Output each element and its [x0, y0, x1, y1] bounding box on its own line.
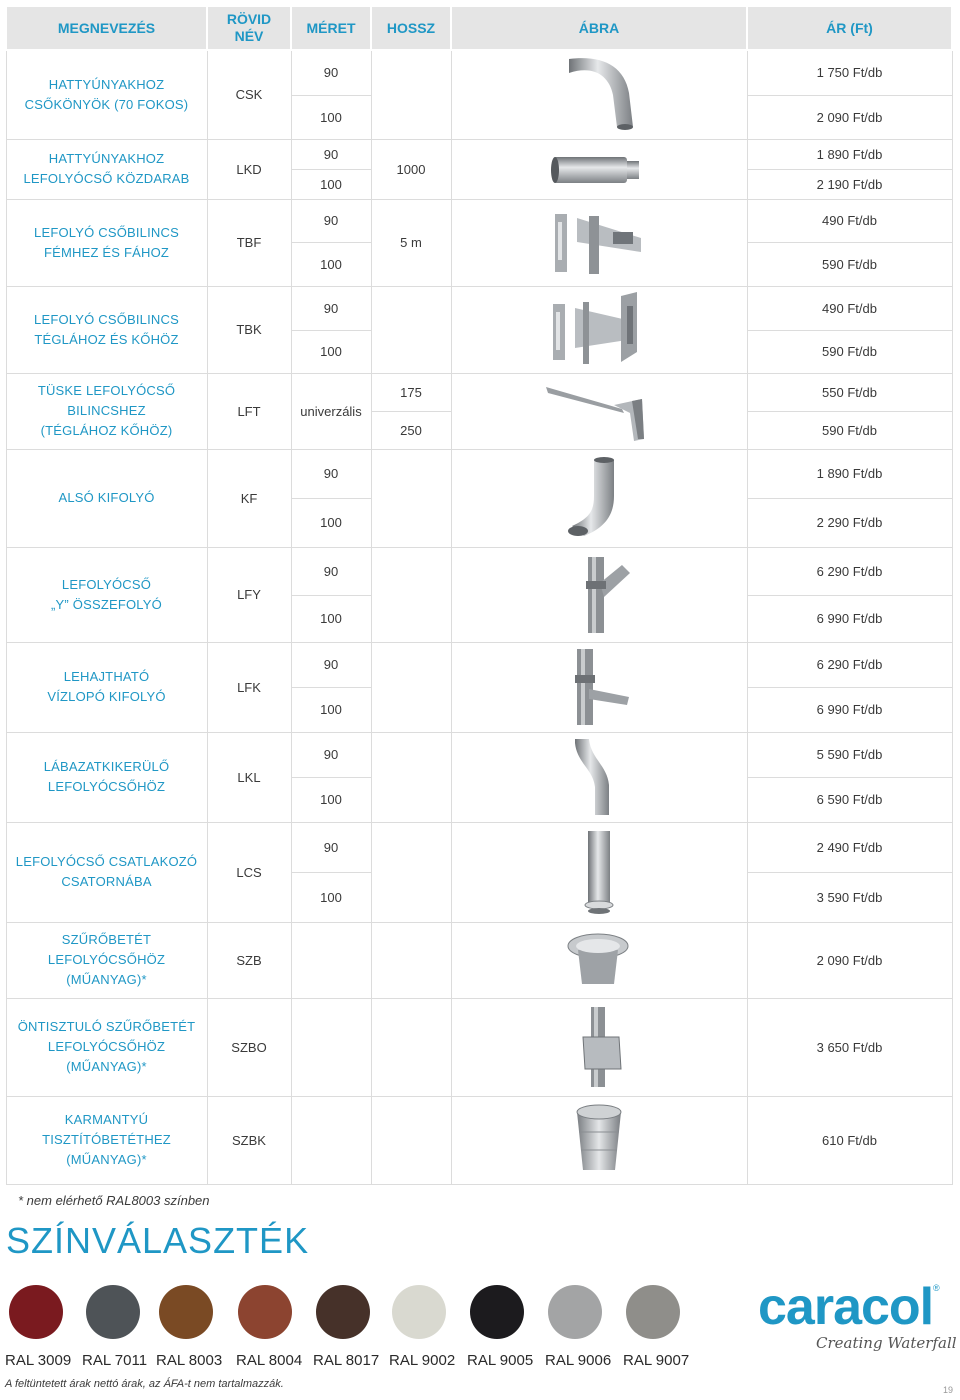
- figure-cell: [451, 998, 747, 1096]
- product-name: [6, 547, 207, 642]
- table-row: [6, 732, 952, 777]
- product-name-line: SZŰRŐBETÉT: [61, 932, 152, 947]
- connector-icon: [574, 827, 624, 917]
- short-name: SZB: [207, 922, 291, 998]
- size-cell: [291, 1096, 371, 1184]
- table-row: [6, 998, 952, 1096]
- price-cell: 6 290 Ft/db: [747, 642, 952, 687]
- rain-diverter-icon: [559, 645, 639, 729]
- table-row: [6, 373, 952, 411]
- size-cell: [291, 998, 371, 1096]
- color-swatch: [159, 1285, 213, 1339]
- product-name: [6, 922, 207, 998]
- color-label: RAL 9002: [389, 1352, 456, 1369]
- header-size: MÉRET: [291, 6, 371, 50]
- price-cell: 1 890 Ft/db: [747, 139, 952, 169]
- length-cell: 175: [371, 373, 451, 411]
- price-cell: 590 Ft/db: [747, 242, 952, 286]
- short-name: LCS: [207, 822, 291, 922]
- color-swatch: [86, 1285, 140, 1339]
- section-title: SZÍNVÁLASZTÉK: [6, 1220, 310, 1261]
- table-row: [6, 642, 952, 687]
- table-row: [6, 547, 952, 595]
- size-cell: 90: [291, 642, 371, 687]
- vat-note: A feltüntetett árak nettó árak, az ÁFA-t nem tartalmazzák.: [5, 1378, 284, 1390]
- figure-cell: [451, 286, 747, 373]
- table-row: [6, 50, 952, 95]
- short-name: TBK: [207, 286, 291, 373]
- table-row: [6, 199, 952, 242]
- size-cell: 90: [291, 732, 371, 777]
- product-name: [6, 642, 207, 732]
- figure-cell: [451, 449, 747, 547]
- product-name-line: LEFOLYÓCSŐHÖZ: [47, 779, 166, 794]
- product-name-line: LEFOLYÓ CSŐBILINCS: [34, 224, 179, 240]
- size-cell: 90: [291, 449, 371, 498]
- product-name: [6, 50, 207, 139]
- product-name-line: HATTYÚNYAKHOZ: [48, 76, 165, 92]
- product-name: [6, 822, 207, 922]
- length-cell: [371, 449, 451, 547]
- figure-cell: [451, 642, 747, 732]
- product-name-line: LEFOLYÓCSŐ: [61, 576, 152, 592]
- price-cell: 6 590 Ft/db: [747, 777, 952, 822]
- product-name-line: TISZTÍTÓBETÉTHEZ: [42, 1132, 171, 1147]
- price-cell: 1 750 Ft/db: [747, 50, 952, 95]
- product-name-line: CSATORNÁBA: [61, 874, 152, 889]
- product-name: [6, 1096, 207, 1184]
- product-name-line: LÁBAZATKIKERÜLŐ: [43, 759, 170, 774]
- price-cell: 3 590 Ft/db: [747, 872, 952, 922]
- elbow-icon: [559, 55, 639, 135]
- figure-cell: [451, 50, 747, 139]
- bracket-brick-icon: [549, 292, 649, 368]
- figure-cell: [451, 199, 747, 286]
- color-swatch: [9, 1285, 63, 1339]
- product-name-line: KARMANTYÚ: [64, 1112, 149, 1127]
- length-cell: [371, 922, 451, 998]
- price-cell: 2 090 Ft/db: [747, 922, 952, 998]
- color-swatch: [392, 1285, 446, 1339]
- header-price: ÁR (Ft): [747, 6, 952, 50]
- size-cell: 90: [291, 50, 371, 95]
- length-cell: [371, 822, 451, 922]
- product-name: [6, 139, 207, 199]
- logo-tagline: Creating Waterfall: [816, 1334, 957, 1352]
- offset-icon: [569, 735, 629, 819]
- short-name: LFY: [207, 547, 291, 642]
- color-swatch: [238, 1285, 292, 1339]
- color-swatch: [316, 1285, 370, 1339]
- product-name: [6, 449, 207, 547]
- table-row: [6, 286, 952, 330]
- color-label: RAL 3009: [5, 1352, 72, 1369]
- size-cell: 100: [291, 687, 371, 732]
- length-cell: [371, 732, 451, 822]
- price-cell: 2 490 Ft/db: [747, 822, 952, 872]
- filter-icon: [564, 928, 634, 992]
- product-name-line: TÜSKE LEFOLYÓCSŐ: [37, 383, 176, 398]
- size-cell: 90: [291, 139, 371, 169]
- product-name-line: FÉMHEZ ÉS FÁHOZ: [43, 244, 170, 260]
- product-name-line: HATTYÚNYAKHOZ: [48, 151, 165, 166]
- short-name: LFK: [207, 642, 291, 732]
- short-name: SZBO: [207, 998, 291, 1096]
- price-cell: 590 Ft/db: [747, 330, 952, 373]
- spike-icon: [544, 379, 654, 443]
- length-cell: 5 m: [371, 199, 451, 286]
- product-name-line: ÖNTISZTULÓ SZŰRŐBETÉT: [17, 1019, 196, 1034]
- length-cell: [371, 50, 451, 139]
- header-short-name: [207, 6, 291, 50]
- header-length: HOSSZ: [371, 6, 451, 50]
- self-cleaning-filter-icon: [569, 1003, 629, 1091]
- size-cell: [291, 922, 371, 998]
- length-cell: [371, 286, 451, 373]
- figure-cell: [451, 822, 747, 922]
- caracol-logo: caracol: [758, 1278, 934, 1336]
- price-cell: 590 Ft/db: [747, 411, 952, 449]
- short-name: LFT: [207, 373, 291, 449]
- color-swatch: [548, 1285, 602, 1339]
- page-number: 19: [943, 1385, 954, 1395]
- bracket-wood-icon: [549, 208, 649, 278]
- product-name-line: LEFOLYÓCSŐ KÖZDARAB: [23, 171, 190, 186]
- product-name-line: (MŰANYAG)*: [66, 972, 147, 987]
- figure-cell: [451, 139, 747, 199]
- product-name-line: (MŰANYAG)*: [66, 1152, 147, 1167]
- price-cell: 2 190 Ft/db: [747, 169, 952, 199]
- length-cell: 1000: [371, 139, 451, 199]
- price-cell: 5 590 Ft/db: [747, 732, 952, 777]
- price-cell: 1 890 Ft/db: [747, 449, 952, 498]
- product-name: [6, 998, 207, 1096]
- figure-cell: [451, 732, 747, 822]
- length-cell: [371, 547, 451, 642]
- price-table: [5, 5, 953, 1185]
- table-row: [6, 822, 952, 872]
- short-name: CSK: [207, 50, 291, 139]
- product-name: [6, 732, 207, 822]
- product-name-line: CSŐKÖNYÖK (70 FOKOS): [24, 96, 189, 112]
- short-name: SZBK: [207, 1096, 291, 1184]
- price-cell: 550 Ft/db: [747, 373, 952, 411]
- length-cell: [371, 1096, 451, 1184]
- color-label: RAL 9007: [623, 1352, 690, 1369]
- size-cell: 100: [291, 242, 371, 286]
- color-swatch: [470, 1285, 524, 1339]
- table-row: [6, 1096, 952, 1184]
- product-name-line: LEFOLYÓCSŐ CSATLAKOZÓ: [15, 854, 198, 869]
- price-cell: 2 290 Ft/db: [747, 498, 952, 547]
- short-name: LKL: [207, 732, 291, 822]
- size-cell: 90: [291, 286, 371, 330]
- price-cell: 490 Ft/db: [747, 199, 952, 242]
- product-name-line: „Y” ÖSSZEFOLYÓ: [51, 596, 162, 612]
- table-header-row: [6, 6, 952, 50]
- size-cell: 90: [291, 547, 371, 595]
- price-cell: 6 990 Ft/db: [747, 595, 952, 642]
- size-cell: 90: [291, 822, 371, 872]
- table-row: [6, 139, 952, 169]
- figure-cell: [451, 547, 747, 642]
- product-name: [6, 286, 207, 373]
- price-cell: 6 990 Ft/db: [747, 687, 952, 732]
- color-label: RAL 8004: [236, 1352, 303, 1369]
- price-cell: 610 Ft/db: [747, 1096, 952, 1184]
- header-figure: ÁBRA: [451, 6, 747, 50]
- table-row: [6, 922, 952, 998]
- size-cell: 100: [291, 777, 371, 822]
- product-name-line: (TÉGLÁHOZ KŐHÖZ): [40, 423, 173, 438]
- size-cell: univerzális: [291, 373, 371, 449]
- length-cell: 250: [371, 411, 451, 449]
- price-cell: 2 090 Ft/db: [747, 95, 952, 139]
- product-name-line: ALSÓ KIFOLYÓ: [58, 490, 155, 505]
- table-row: [6, 449, 952, 498]
- product-name-line: LEHAJTHATÓ: [63, 669, 150, 684]
- short-name: KF: [207, 449, 291, 547]
- footnote: * nem elérhető RAL8003 színben: [18, 1193, 210, 1208]
- product-name: [6, 373, 207, 449]
- figure-cell: [451, 922, 747, 998]
- size-cell: 90: [291, 199, 371, 242]
- sleeve-icon: [569, 1102, 629, 1178]
- size-cell: 100: [291, 498, 371, 547]
- product-name-line: BILINCSHEZ: [67, 403, 146, 418]
- color-label: RAL 8003: [156, 1352, 223, 1369]
- product-name-line: TÉGLÁHOZ ÉS KŐHÖZ: [34, 331, 179, 347]
- color-swatch: [626, 1285, 680, 1339]
- product-name-line: VÍZLOPÓ KIFOLYÓ: [47, 689, 166, 704]
- product-name-line: LEFOLYÓ CSŐBILINCS: [34, 311, 179, 327]
- figure-cell: [451, 373, 747, 449]
- color-label: RAL 9005: [467, 1352, 534, 1369]
- outlet-icon: [564, 456, 634, 540]
- header-name: MEGNEVEZÉS: [6, 6, 207, 50]
- size-cell: 100: [291, 330, 371, 373]
- pipe-section-icon: [549, 149, 649, 189]
- product-name-line: LEFOLYÓCSŐHÖZ: [47, 952, 166, 967]
- size-cell: 100: [291, 872, 371, 922]
- product-name-line: (MŰANYAG)*: [66, 1059, 147, 1074]
- color-label: RAL 8017: [313, 1352, 380, 1369]
- product-name: [6, 199, 207, 286]
- size-cell: 100: [291, 595, 371, 642]
- size-cell: 100: [291, 95, 371, 139]
- short-name: TBF: [207, 199, 291, 286]
- registered-mark: ®: [933, 1283, 940, 1293]
- price-cell: 3 650 Ft/db: [747, 998, 952, 1096]
- color-label: RAL 9006: [545, 1352, 612, 1369]
- header-short-name-text: RÖVID NÉV: [226, 11, 272, 44]
- length-cell: [371, 642, 451, 732]
- size-cell: 100: [291, 169, 371, 199]
- short-name: LKD: [207, 139, 291, 199]
- y-branch-icon: [564, 553, 634, 637]
- length-cell: [371, 998, 451, 1096]
- price-cell: 6 290 Ft/db: [747, 547, 952, 595]
- price-cell: 490 Ft/db: [747, 286, 952, 330]
- product-name-line: LEFOLYÓCSŐHÖZ: [47, 1039, 166, 1054]
- figure-cell: [451, 1096, 747, 1184]
- color-label: RAL 7011: [82, 1352, 148, 1369]
